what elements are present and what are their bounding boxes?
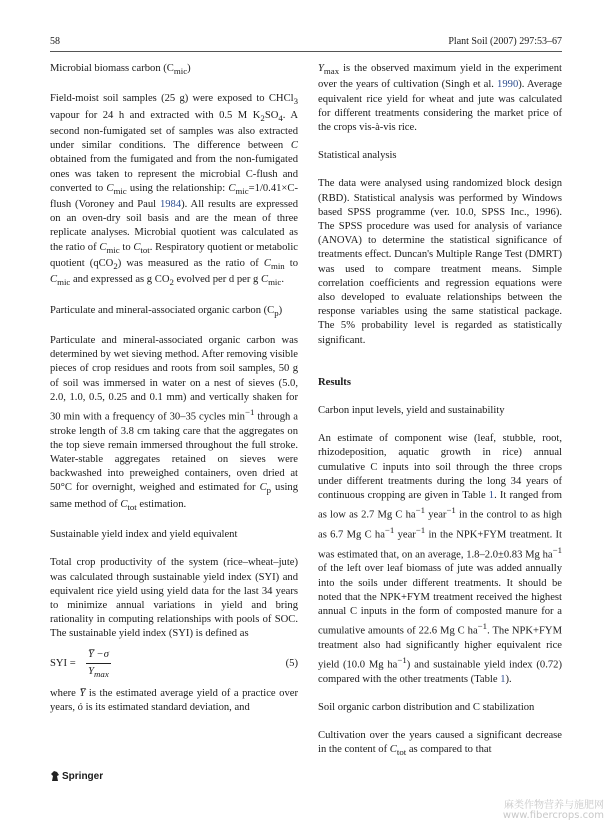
paragraph-cultivation: Cultivation over the years caused a significant decrease in the content of $C_{tot}$ as compared to that — [318, 730, 562, 758]
paragraph-particulate: Particulate and mineral-associated organic carbon was determined by wet sieving method. After removing visible pieces of crop residues and roots from soil samples, 50 g of soil was immersed in water on a nest of sieves (5.0, 2.0, 1.0, 0.5, 0.25 and 0.1 mm) and vertically shaken for 30 min with a frequency of 30–35 cycles $\min^{-1}$ through a stroke length of 3.8 cm taking care that the aggregates on the top sieve remain immersed throughout the full stroke. Water-stable aggregates retained on sieves were backwashed into preweighed containers, oven dried at 50°C for overnight, weighed and estimated for $C_p$ using same method of $C_{tot}$ estimation. — [50, 334, 299, 512]
table-link[interactable]: 1 — [500, 673, 506, 685]
paragraph-microbial: Field-moist soil samples (25 g) were exposed to CHCl$_3$ vapour for 24 h and extracted with 0.5 M $K_2SO_4$. A second non-fumigated set of samples was also extracted under similar conditions. The difference between C obtained from the fumigated and from the non-fumigated ones was taken to represent the microbial C-flush and converted to $C_{mic}$ using the relationship: $C_{mic}=1/0.41\times C$-flush (Voroney and Paul 1984). All results are expressed on an oven-dry soil basis and are the mean of three replicate analyses. Microbial quotient was calculated as the ratio of $C_{mic}$ to $C_{tot}$. Respiratory quotient or metabolic quotient (qCO$_2$) was measured as the ratio of $C_{min}$ to $C_{mic}$ and expressed as g $CO_2$ evolved per d per g $C_{mic}$. — [50, 93, 298, 288]
paragraph-syi: Total crop productivity of the system (rice–wheat–jute) was calculated through sustainable yield index (SYI) and equivalent rice yield using yield data for the last 34 years to minimize annual variations in yield and bring rationality in computing relationships with pools of SOC. The sustainable yield index (SYI) is defined as — [50, 557, 298, 640]
springer-logo: Springer — [50, 770, 103, 782]
watermark-chinese: 麻类作物营养与施肥网 — [504, 800, 604, 811]
equation-syi: SYI = $\frac{Y̅ -\sigma}{Y_{max}}$ (5) — [50, 648, 298, 679]
paragraph-where: where Y̅ is the estimated average yield of a practice over years, ó is its estimated standard deviation, and — [50, 688, 299, 714]
left-column — [50, 62, 298, 715]
heading-carbon-input: Carbon input levels, yield and sustainability — [318, 404, 505, 416]
citation-link[interactable]: 1984 — [159, 199, 182, 211]
header-rule — [50, 51, 562, 52]
watermark-url: www.fibercrops.com — [502, 810, 604, 821]
citation-link[interactable]: 1990 — [497, 79, 519, 91]
heading-particulate: Particulate and mineral-associated organic carbon $(C_p)$ — [50, 304, 283, 318]
heading-results: Results — [318, 376, 351, 388]
heading-microbial-biomass: Microbial biomass carbon $(C_{mic})$ — [50, 63, 191, 77]
heading-statistical: Statistical analysis — [318, 150, 397, 162]
page-number: 58 — [50, 36, 60, 47]
paragraph-ymax: $Y_{max}$ is the observed maximum yield in the experiment over the years of cultivation (Singh et al. 1990). Average equivalent rice yield for wheat and jute was calculated for different treatments considering the market price of the crops vis-à-vis rice. — [318, 63, 562, 133]
table-link[interactable]: 1 — [488, 489, 495, 501]
springer-horse-icon — [50, 770, 60, 782]
right-column — [318, 62, 562, 760]
heading-soc-distribution: Soil organic carbon distribution and C stabilization — [318, 702, 535, 714]
paragraph-statistical: The data were analysed using randomized block design (RBD). Statistical analysis was performed by Windows based SPSS programme (ver. 10.0, SPSS Inc., 1996). The SPSS procedure was used for analysis of variance (ANOVA) to determine the statistical significance of treatments effect. Duncan's Multiple Range Test (DMRT) was used to compare treatment means. Simple correlation coefficients and regression equations were also developed to evaluate relationships between the response variables using the same statistical package. The 5% probability level is regarded as statistically significant. — [318, 178, 562, 346]
paragraph-carbon-input: An estimate of component wise (leaf, stubble, root, rhizodeposition, aquatic growth in rice) annual cumulative C inputs into soil through the three crops under different treatments during the long 34 years of continuous cropping are given in Table 1. It ranged from as low as 2.7 Mg C $ha^{-1}$ year$^{-1}$ in the control to as high as 6.7 Mg C $ha^{-1}$ year$^{-1}$ in the NPK+FYM treatment. It was estimated that, on an average, 1.8–2.0±0.83 Mg $ha^{-1}$ of the left over leaf biomass of jute was added annually into the soils under different treatments. It should be noted that the NPK+FYM treatment received the highest annual C inputs in the form of composted manure for a cumulative amounts of 22.6 Mg C $ha^{-1}$. The NPK+FYM treatment also had significantly higher equivalent rice yield (10.0 Mg $ha^{-1}$) and sustainable yield index (0.72) compared with the other treatments (Table 1). — [318, 433, 563, 685]
equation-number: (5) — [285, 658, 298, 670]
running-head: Plant Soil (2007) 297:53–67 — [448, 36, 562, 47]
heading-syi: Sustainable yield index and yield equivalent — [50, 529, 238, 541]
